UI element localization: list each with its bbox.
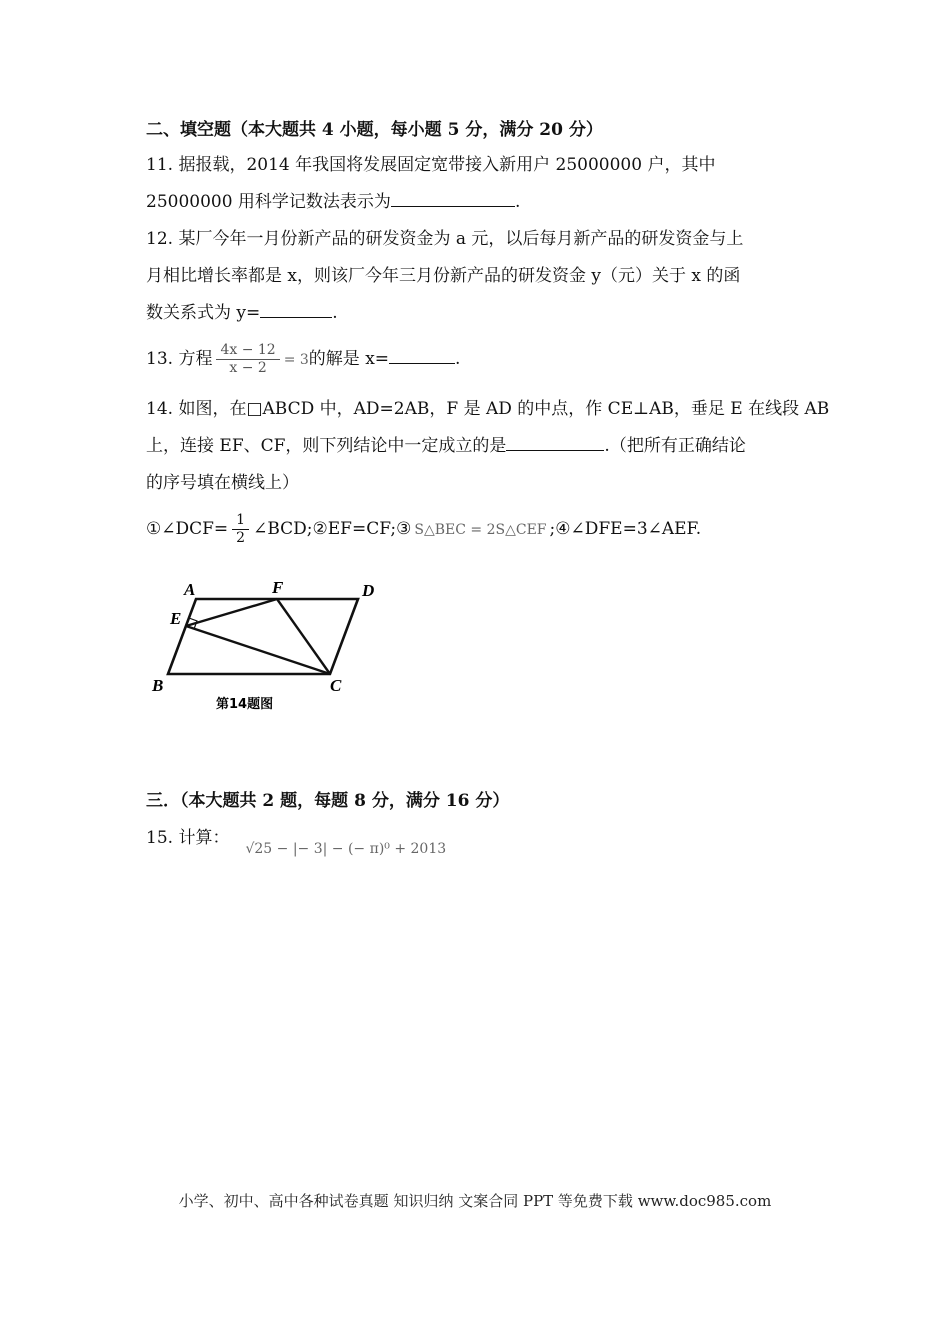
q14-line-1: 14. 如图，在□ABCD 中，AD=2AB，F 是 AD 的中点，作 CE⊥AB，垂足 E 在线段 AB xyxy=(146,399,830,419)
q13-prefix: 13. 方程 xyxy=(146,349,213,369)
label-e: E xyxy=(170,609,182,628)
label-d: D xyxy=(362,581,375,600)
parallelogram-diagram xyxy=(146,572,406,717)
segment-ec xyxy=(186,626,330,674)
q11-text: 25000000 用科学记数法表示为 xyxy=(146,192,391,212)
q15-line xyxy=(146,826,447,857)
q14-text: 上，连接 EF、CF，则下列结论中一定成立的是 xyxy=(146,436,507,456)
q14-options xyxy=(146,506,701,553)
segment-ef xyxy=(186,599,277,626)
q12-text: 数关系式为 y= xyxy=(146,303,261,323)
label-c: C xyxy=(330,676,342,695)
q14-option-1-den: 2 xyxy=(236,530,246,546)
q14-line-3: 的序号填在横线上） xyxy=(146,473,299,493)
q14-option-1-end: ∠BCD; xyxy=(253,519,313,539)
segment-fc xyxy=(277,599,330,674)
q13-line xyxy=(146,334,460,385)
label-f: F xyxy=(272,578,284,597)
q11-line-2 xyxy=(146,190,520,214)
q13-denominator: x − 2 xyxy=(229,360,267,376)
q12-period: . xyxy=(332,303,338,323)
q14-option-4: ④∠DFE=3∠AEF. xyxy=(555,519,702,539)
q12-line-2: 月相比增长率都是 x，则该厂今年三月份新产品的研发资金 y（元）关于 x 的函 xyxy=(146,266,741,286)
q14-option-3-end: ; xyxy=(549,519,556,539)
q14-option-3: ③ xyxy=(396,519,412,539)
q13-period: . xyxy=(455,349,461,369)
section-3-heading: 三．（本大题共 2 题，每题 8 分，满分 16 分） xyxy=(146,791,510,811)
q14-note: .（把所有正确结论 xyxy=(604,436,746,456)
parallelogram-abcd xyxy=(168,599,358,674)
q12-line-1: 12. 某厂今年一月份新产品的研发资金为 a 元，以后每月新产品的研发资金与上 xyxy=(146,229,744,249)
label-a: A xyxy=(184,580,196,599)
figure-caption: 第14题图 xyxy=(216,697,274,712)
q14-option-1-fraction xyxy=(232,512,249,547)
q13-numerator: 4x − 12 xyxy=(216,342,279,360)
q12-answer-blank xyxy=(260,301,332,318)
q13-fraction xyxy=(216,342,279,377)
q13-equals: = 3 xyxy=(283,352,309,368)
label-b: B xyxy=(152,676,164,695)
q14-answer-blank xyxy=(506,434,604,451)
q14-option-3-math: S△BEC = 2S△CEF xyxy=(414,522,547,538)
q11-line-1: 11. 据报载，2014 年我国将发展固定宽带接入新用户 25000000 户，其中 xyxy=(146,155,716,175)
q15-prefix: 15. 计算： xyxy=(146,828,230,848)
q15-expression: √25 − |− 3| − (− π)⁰ + 2013 xyxy=(245,841,447,857)
q12-line-3 xyxy=(146,301,338,325)
q14-option-1: ①∠DCF= xyxy=(146,519,229,539)
q13-answer-blank xyxy=(389,347,455,364)
q11-answer-blank xyxy=(391,190,515,207)
q14-option-2: ②EF=CF; xyxy=(312,519,397,539)
q14-figure xyxy=(146,572,406,721)
footer-text: 小学、初中、高中各种试卷真题 知识归纳 文案合同 PPT 等免费下载 www.doc985.com xyxy=(178,1192,772,1210)
q11-period: . xyxy=(514,192,521,212)
q14-option-1-num: 1 xyxy=(232,512,249,530)
q14-line-2 xyxy=(146,434,746,458)
q13-middle: 的解是 x= xyxy=(308,349,390,369)
section-2-heading: 二、填空题（本大题共 4 小题，每小题 5 分，满分 20 分） xyxy=(146,120,603,140)
